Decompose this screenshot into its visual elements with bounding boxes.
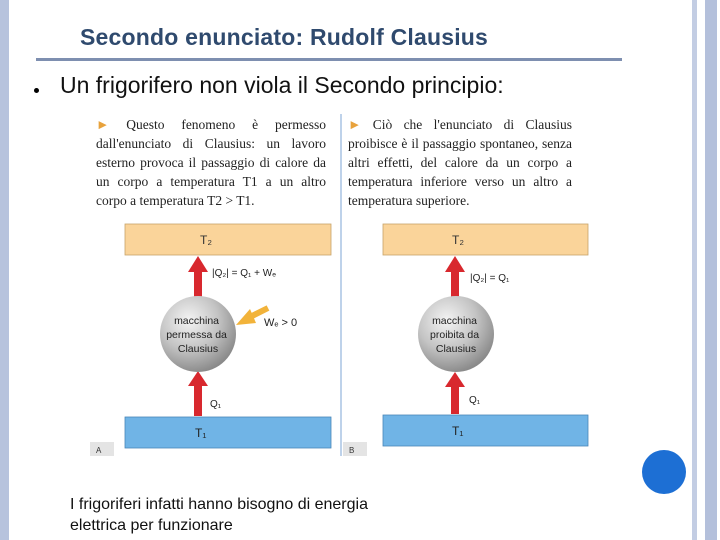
cold-reservoir-left bbox=[125, 417, 331, 448]
heat-label-left-lower: Q₁ bbox=[210, 399, 222, 410]
hot-reservoir-label-left: T₂ bbox=[200, 233, 212, 247]
work-label: Wₑ > 0 bbox=[264, 317, 298, 329]
caption-arrow-icon: ► bbox=[348, 117, 362, 132]
heat-label-right-upper: |Q₂| = Q₁ bbox=[470, 273, 510, 284]
panel-letter-a: A bbox=[96, 446, 102, 455]
heat-arrow-shaft-left-lower bbox=[194, 383, 202, 416]
machine-label-right-line3: Clausius bbox=[435, 343, 477, 355]
caption-right-text: Ciò che l'enunciato di Clausius proibisce è il passaggio spontaneo, senza altri effetti, del calore da un corpo a temperatura inferiore verso un altro a temperatura superiore. bbox=[348, 117, 572, 208]
heat-arrow-head-right-lower bbox=[445, 372, 465, 387]
panel-label-bg-b bbox=[343, 442, 367, 456]
heat-label-left-upper: |Q₂| = Q₁ + Wₑ bbox=[212, 268, 276, 279]
panel-letter-b: B bbox=[349, 446, 355, 455]
heat-arrow-head-left-upper bbox=[188, 256, 208, 272]
machine-label-left-line1: macchina bbox=[174, 315, 220, 327]
heat-arrow-shaft-right-upper bbox=[451, 270, 459, 298]
cold-reservoir-right bbox=[383, 415, 588, 446]
caption-left-text: Questo fenomeno è permesso dall'enunciato di Clausius: un lavoro esterno provoca il passaggio di calore da un corpo a temperatura T1 a un altro corpo a temperatura T2 > T1. bbox=[96, 117, 326, 208]
cold-reservoir-label-left: T₁ bbox=[195, 426, 207, 440]
hot-reservoir-left bbox=[125, 224, 331, 255]
heat-label-right-lower: Q₁ bbox=[469, 395, 481, 406]
cold-reservoir-label-right: T₁ bbox=[452, 424, 464, 438]
machine-label-left-line3: Clausius bbox=[177, 343, 219, 355]
work-arrow-head bbox=[236, 309, 256, 325]
machine-label-right-line2: proibita da bbox=[430, 329, 480, 341]
heat-arrow-head-right-upper bbox=[445, 256, 465, 272]
hot-reservoir-right bbox=[383, 224, 588, 255]
accent-circle bbox=[642, 450, 686, 494]
heat-arrow-shaft-right-lower bbox=[451, 384, 459, 414]
heat-arrow-shaft-left-upper bbox=[194, 270, 202, 298]
hot-reservoir-label-right: T₂ bbox=[452, 233, 464, 247]
machine-label-right-line1: macchina bbox=[432, 315, 478, 327]
panel-label-bg-a bbox=[90, 442, 114, 456]
machine-label-right bbox=[430, 315, 482, 355]
slide-title: Secondo enunciato: Rudolf Clausius bbox=[80, 24, 489, 50]
footer-text: I frigoriferi infatti hanno bisogno di energia elettrica per funzionare bbox=[70, 496, 368, 534]
heat-arrow-head-left-lower bbox=[188, 371, 208, 386]
machine-label-left-line2: permessa da bbox=[166, 329, 227, 341]
bullet-text: Un frigorifero non viola il Secondo principio: bbox=[60, 72, 504, 98]
caption-arrow-icon: ► bbox=[96, 117, 110, 132]
